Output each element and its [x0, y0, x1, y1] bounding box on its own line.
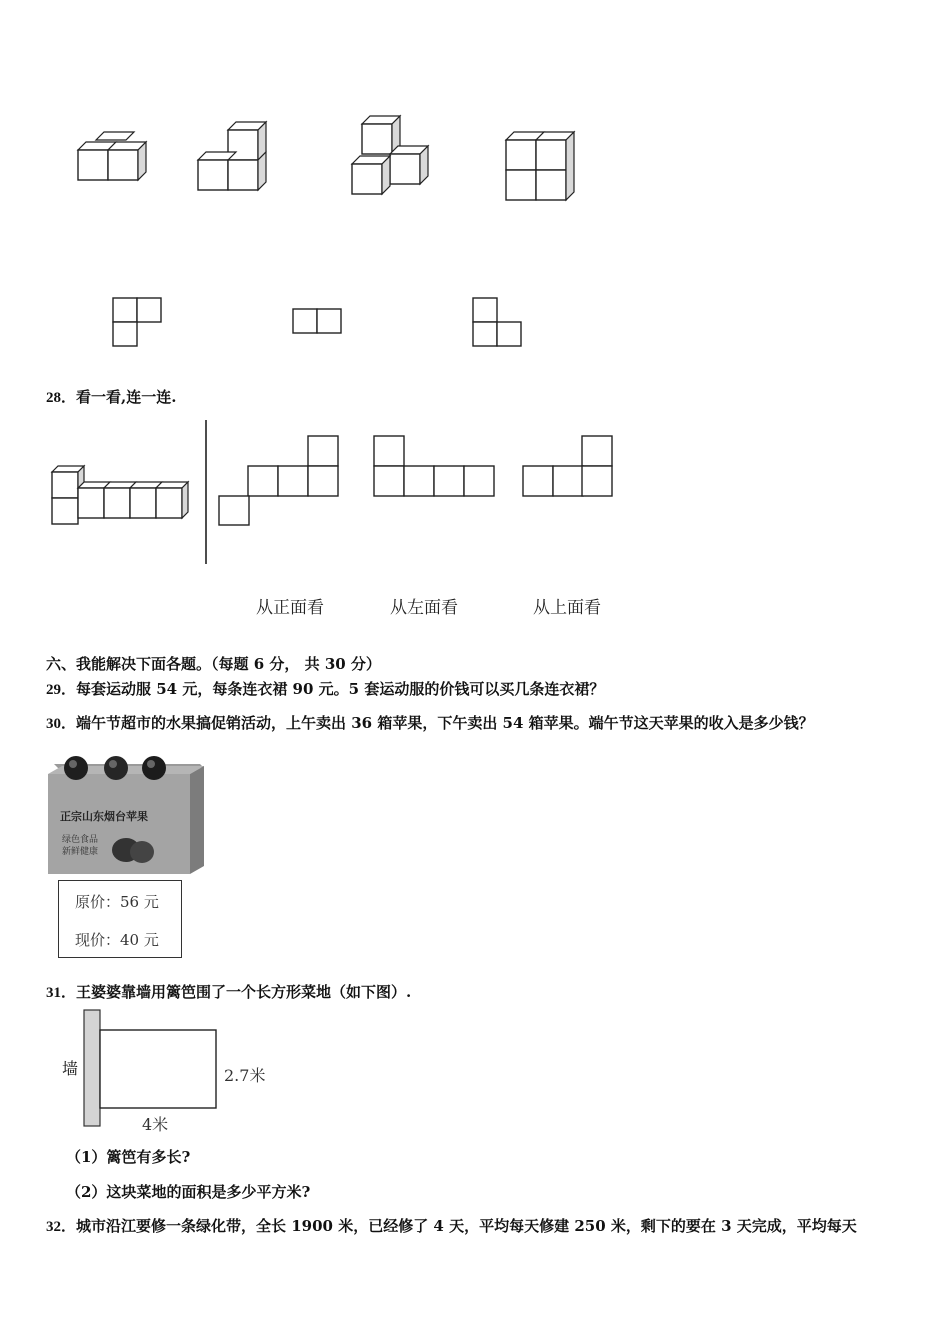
current-price: 现价：40 元 — [75, 931, 159, 949]
question-31: 31．王婆婆靠墙用篱笆围了一个长方形菜地（如下图）. — [46, 983, 412, 1001]
cube-figure-2 — [194, 118, 284, 198]
width-label: 4米 — [142, 1115, 169, 1134]
question-number: 29 — [46, 682, 61, 698]
box-tag-1: 绿色食品 — [62, 835, 99, 845]
question-32: 32．城市沿江要修一条绿化带，全长 1900 米，已经修了 4 天，平均每天修建 250 米，剩下的要在 3 天完成，平均每天 — [46, 1217, 857, 1235]
section-6-title: 六、我能解决下面各题。（每题 6 分， 共 30 分） — [46, 655, 381, 673]
question-text: 每套运动服 54 元，每条连衣裙 90 元。5 套运动服的价钱可以买几条连衣裙？ — [76, 680, 605, 698]
question-29: 29．每套运动服 54 元，每条连衣裙 90 元。5 套运动服的价钱可以买几条连衣裙？ — [46, 680, 605, 698]
box-brand-text: 正宗山东烟台苹果 — [60, 810, 148, 823]
q31-sub-1: （1）篱笆有多长? — [66, 1148, 191, 1166]
question-30: 30．端午节超市的水果搞促销活动，上午卖出 36 箱苹果，下午卖出 54 箱苹果。端午节这天苹果的收入是多少钱？ — [46, 714, 814, 732]
original-price: 原价：56 元 — [75, 893, 159, 911]
question-text: 看一看,连一连. — [76, 388, 177, 406]
box-tag-2: 新鲜健康 — [62, 847, 99, 857]
cube-figure-3 — [346, 112, 446, 202]
question-text: 端午节超市的水果搞促销活动，上午卖出 36 箱苹果，下午卖出 54 箱苹果。端午节这天苹果的收入是多少钱？ — [76, 714, 814, 732]
question-number: 30 — [46, 716, 61, 732]
view-shape-3 — [472, 297, 524, 349]
label-front-view: 从正面看 — [256, 598, 324, 618]
cube-figure-4 — [502, 126, 592, 206]
price-label-box — [58, 880, 182, 958]
label-top-view: 从上面看 — [533, 598, 601, 618]
height-label: 2.7米 — [224, 1066, 266, 1085]
view-shape-1 — [112, 297, 164, 349]
cube-figure-1 — [74, 136, 154, 196]
question-text: 城市沿江要修一条绿化带，全长 1900 米，已经修了 4 天，平均每天修建 250 米，剩下的要在 3 天完成，平均每天 — [76, 1217, 857, 1235]
label-left-view: 从左面看 — [390, 598, 458, 618]
question-28: 28．看一看,连一连. — [46, 388, 177, 406]
view-shape-front — [218, 435, 342, 527]
wall-label: 墙 — [62, 1059, 79, 1078]
divider-line — [204, 420, 208, 566]
view-shape-left — [373, 435, 497, 499]
question-text: 王婆婆靠墙用篱笆围了一个长方形菜地（如下图）. — [76, 983, 412, 1001]
view-shape-top — [522, 435, 616, 499]
question-number: 31 — [46, 985, 61, 1001]
view-shape-2 — [292, 308, 344, 336]
question-number: 32 — [46, 1219, 61, 1235]
question-number: 28 — [46, 390, 61, 406]
cube-figure-28 — [48, 462, 188, 528]
garden-diagram — [80, 1008, 220, 1128]
q31-sub-2: （2）这块菜地的面积是多少平方米? — [66, 1183, 311, 1201]
